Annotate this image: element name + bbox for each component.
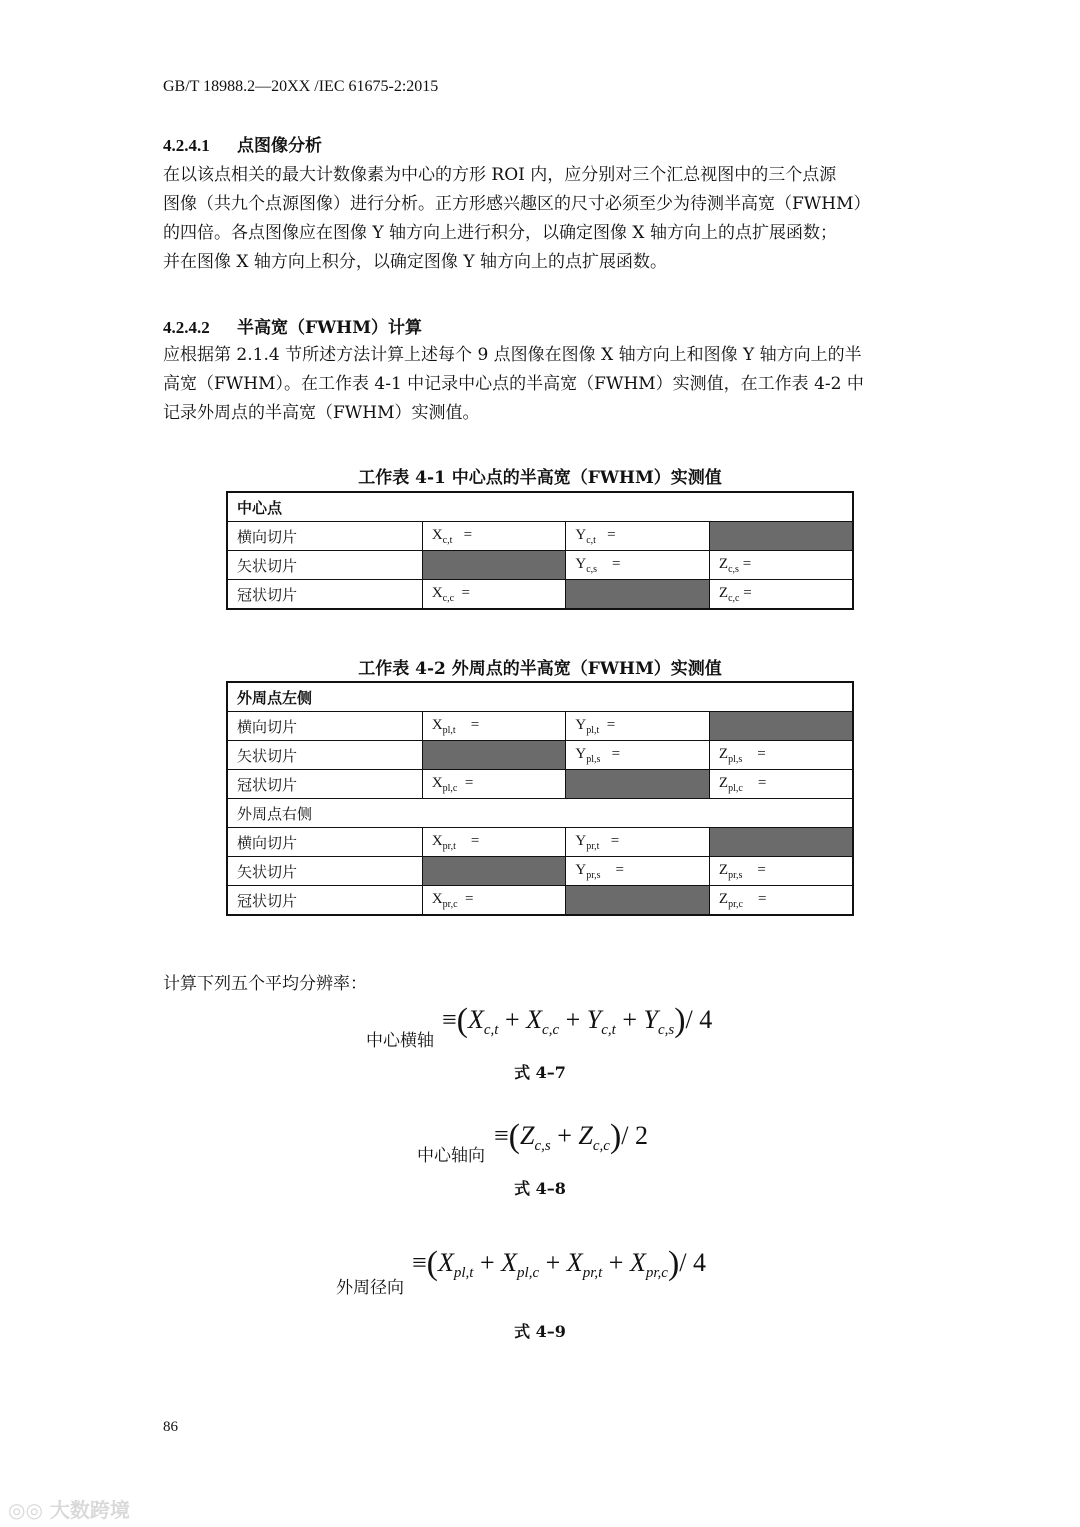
row-label: 冠状切片 [227, 886, 422, 916]
section-heading-4-2-4-1 [163, 131, 322, 156]
shaded-cell [566, 580, 710, 610]
table-group-header: 外周点左侧 [227, 682, 853, 712]
table-row [227, 886, 853, 916]
table-row [227, 551, 853, 580]
table-4-1-title: 工作表 4-1 中心点的半高宽（FWHM）实测值 [358, 468, 722, 488]
value-cell: $X_{c,t}$ = [422, 522, 566, 551]
section-1-body [163, 161, 923, 277]
paragraph-line: 并在图像 X 轴方向上积分，以确定图像 Y 轴方向上的点扩展函数。 [163, 252, 667, 272]
shaded-cell [566, 770, 710, 799]
table-row [227, 770, 853, 799]
value-cell: $Z_{c,s}$ = [709, 551, 853, 580]
equation-number: 式 4–8 [514, 1179, 566, 1198]
row-label: 矢状切片 [227, 741, 422, 770]
table-row [227, 828, 853, 857]
section-title: 点图像分析 [237, 136, 322, 156]
table-row [227, 580, 853, 610]
table-group-header: 外周点右侧 [227, 799, 853, 828]
equation-4-9: $\equiv(X_{pl,t} + X_{pl,c} + X_{pr,t} + X_{pr,c})/$ 4 [412, 1245, 706, 1282]
worksheet-table-4-1 [226, 491, 854, 610]
equation-label: 外周径向 [336, 1278, 404, 1298]
paragraph-line: 图像（共九个点源图像）进行分析。正方形感兴趣区的尺寸必须至少为待测半高宽（FWHM） [163, 194, 871, 214]
value-cell: $Z_{pl,s}$ = [709, 741, 853, 770]
section-number: 4.2.4.1 [163, 136, 210, 155]
section-heading-4-2-4-2 [163, 313, 422, 338]
value-cell: $Y_{pl,t}$ = [566, 712, 710, 741]
intro-text: 计算下列五个平均分辨率： [163, 974, 367, 994]
watermark-logo-icon: ◎◎ [8, 1498, 50, 1522]
equation-number: 式 4–7 [514, 1063, 566, 1082]
row-label: 矢状切片 [227, 551, 422, 580]
equation-number: 式 4–9 [514, 1322, 566, 1341]
value-cell: $Y_{c,s}$ = [566, 551, 710, 580]
value-cell: $Z_{pr,s}$ = [709, 857, 853, 886]
paragraph-line: 在以该点相关的最大计数像素为中心的方形 ROI 内，应分别对三个汇总视图中的三个点源 [163, 165, 837, 185]
paragraph-line: 的四倍。各点图像应在图像 Y 轴方向上进行积分，以确定图像 X 轴方向上的点扩展函数； [163, 223, 837, 243]
table-4-2-title: 工作表 4-2 外周点的半高宽（FWHM）实测值 [358, 659, 722, 679]
value-cell: $Z_{pr,c}$ = [709, 886, 853, 916]
row-label: 横向切片 [227, 712, 422, 741]
paragraph-line: 记录外周点的半高宽（FWHM）实测值。 [163, 403, 480, 423]
row-label: 冠状切片 [227, 580, 422, 610]
document-header: GB/T 18988.2—20XX /IEC 61675-2:2015 [163, 78, 439, 95]
value-cell: $Y_{pr,s}$ = [566, 857, 710, 886]
paragraph-line: 应根据第 2.1.4 节所述方法计算上述每个 9 点图像在图像 X 轴方向上和图像 Y 轴方向上的半 [163, 345, 862, 365]
shaded-cell [709, 522, 853, 551]
row-label: 冠状切片 [227, 770, 422, 799]
equation-4-7: $\equiv(X_{c,t} + X_{c,c} + Y_{c,t} + Y_{c,s})/$ 4 [442, 1002, 713, 1039]
equation-label: 中心轴向 [417, 1146, 485, 1166]
worksheet-table-4-2 [226, 681, 854, 916]
shaded-cell [422, 857, 566, 886]
value-cell: $Z_{pl,c}$ = [709, 770, 853, 799]
equation-4-8: $\equiv(Z_{c,s} + Z_{c,c})/$ 2 [494, 1118, 648, 1155]
value-cell: $X_{pr,c}$ = [422, 886, 566, 916]
value-cell: $Y_{pr,t}$ = [566, 828, 710, 857]
table-row [227, 857, 853, 886]
shaded-cell [709, 712, 853, 741]
section-title: 半高宽（FWHM）计算 [237, 318, 423, 338]
value-cell: $Y_{c,t}$ = [566, 522, 710, 551]
value-cell: $Y_{pl,s}$ = [566, 741, 710, 770]
row-label: 横向切片 [227, 828, 422, 857]
value-cell: $X_{pl,c}$ = [422, 770, 566, 799]
value-cell: $X_{c,c}$ = [422, 580, 566, 610]
paragraph-line: 高宽（FWHM）。在工作表 4-1 中记录中心点的半高宽（FWHM）实测值，在工作表 4-2 中 [163, 374, 864, 394]
value-cell: $Z_{c,c}$ = [709, 580, 853, 610]
shaded-cell [566, 886, 710, 916]
watermark: ◎◎ 大数跨境 [8, 1498, 130, 1522]
table-row [227, 712, 853, 741]
table-row [227, 522, 853, 551]
equation-label: 中心横轴 [366, 1031, 434, 1051]
shaded-cell [422, 741, 566, 770]
section-number: 4.2.4.2 [163, 318, 210, 337]
value-cell: $X_{pl,t}$ = [422, 712, 566, 741]
table-row [227, 741, 853, 770]
section-2-body [163, 341, 923, 428]
row-label: 横向切片 [227, 522, 422, 551]
shaded-cell [422, 551, 566, 580]
shaded-cell [709, 828, 853, 857]
page-number: 86 [163, 1419, 178, 1435]
table-group-header: 中心点 [227, 492, 853, 522]
value-cell: $X_{pr,t}$ = [422, 828, 566, 857]
row-label: 矢状切片 [227, 857, 422, 886]
